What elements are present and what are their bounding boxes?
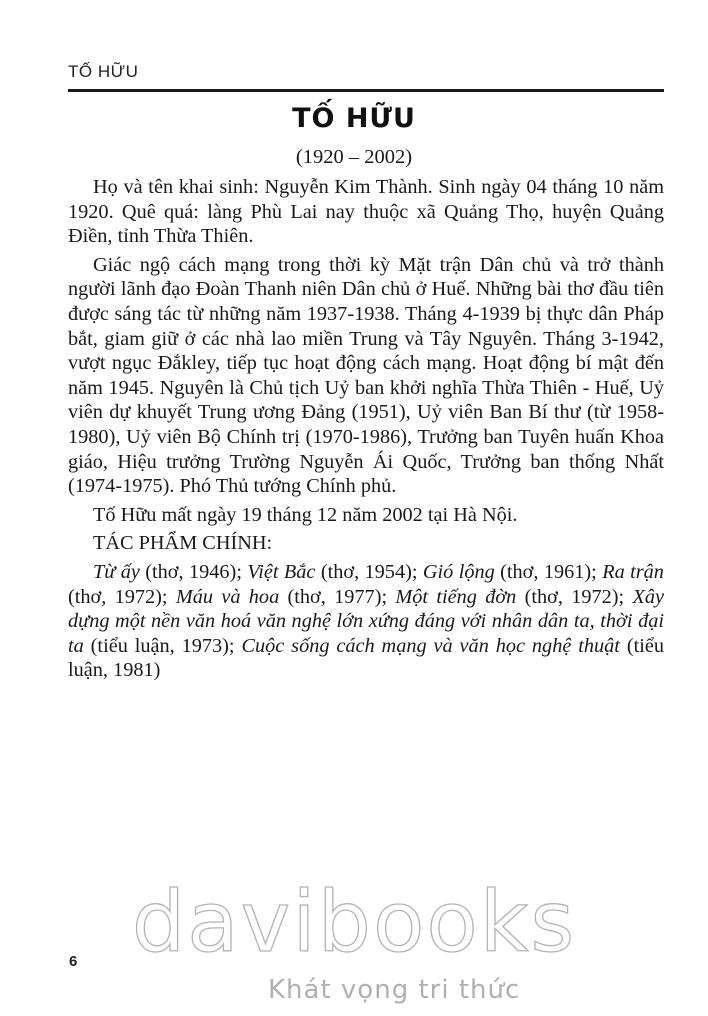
- work-title: Xây dựng một nền văn hoá văn nghệ lớn xứng đáng với nhân dân ta, thời đại ta: [68, 585, 665, 657]
- work-title: Việt Bắc: [247, 560, 316, 583]
- work-title: Một tiếng đờn: [395, 585, 517, 608]
- page-number: 6: [69, 953, 78, 970]
- work-note: (thơ, 1972);: [68, 585, 176, 608]
- work-note: (thơ, 1946);: [139, 560, 248, 583]
- watermark-logo: davibooks: [131, 873, 577, 971]
- page-title: TỐ HỮU: [292, 103, 416, 134]
- work-note: (tiểu luận, 1981): [68, 634, 664, 682]
- work-note: (thơ, 1977);: [279, 585, 396, 608]
- work-note: (thơ, 1972);: [516, 585, 633, 608]
- biography-paragraph-birth: Họ và tên khai sinh: Nguyễn Kim Thành. Sinh ngày 04 tháng 10 năm 1920. Quê quá: làng Phù Lai nay thuộc xã Quảng Thọ, huyện Quảng Điền, tỉnh Thừa Thiên.: [68, 176, 664, 248]
- header-rule: [68, 89, 664, 92]
- works-list: [68, 560, 664, 683]
- work-note: (tiểu luận, 1973);: [83, 634, 242, 657]
- work-title: Máu và hoa: [175, 585, 280, 608]
- work-note: (thơ, 1961);: [494, 560, 603, 583]
- work-title: Từ ấy: [93, 560, 140, 583]
- biography-paragraph-death: Tố Hữu mất ngày 19 tháng 12 năm 2002 tại Hà Nội.: [93, 503, 518, 526]
- watermark-slogan: Khát vọng tri thức: [268, 975, 521, 1005]
- biography-body: [68, 175, 664, 683]
- work-note: (thơ, 1954);: [315, 560, 423, 583]
- works-heading: TÁC PHẨM CHÍNH:: [93, 532, 273, 555]
- work-title: Cuộc sống cách mạng và văn học nghệ thuật: [241, 634, 620, 657]
- lifespan-years: (1920 – 2002): [295, 146, 413, 168]
- running-header: TỐ HỮU: [68, 62, 139, 81]
- biography-paragraph-career: Giác ngộ cách mạng trong thời kỳ Mặt trận Dân chủ và trở thành người lãnh đạo Đoàn Thanh niên Dân chủ ở Huế. Những bài thơ đầu tiên được sáng tác từ những năm 1937-1938. Tháng 4-1939 bị thực dân Pháp bắt, giam giữ ở các nhà lao miền Trung và Tây Nguyên. Tháng 3-1942, vượt ngục Đắkley, tiếp tục hoạt động cách mạng. Hoạt động bí mật đến năm 1945. Nguyên là Chủ tịch Uỷ ban khởi nghĩa Thừa Thiên - Huế, Uỷ viên dự khuyết Trung ương Đảng (1951), Uỷ viên Ban Bí thư (từ 1958-1980), Uỷ viên Bộ Chính trị (1970-1986), Trưởng ban Tuyên huấn Khoa giáo, Hiệu trưởng Trường Nguyễn Ái Quốc, Trưởng ban thống Nhất (1974-1975). Phó Thủ tướng Chính phủ.: [68, 253, 664, 498]
- work-title: Gió lộng: [422, 560, 495, 583]
- work-title: Ra trận: [602, 560, 664, 583]
